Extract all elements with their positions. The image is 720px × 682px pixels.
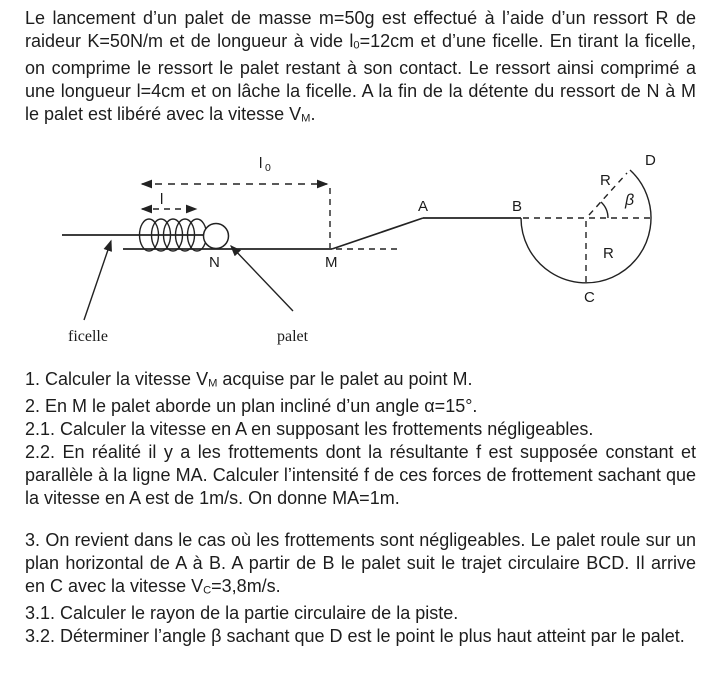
- label-point-n: N: [209, 254, 220, 271]
- label-point-m: M: [325, 254, 338, 271]
- beta-angle-arc: [601, 202, 608, 218]
- label-point-c: C: [584, 289, 595, 306]
- palet-circle: [204, 224, 229, 249]
- label-point-d: D: [645, 152, 656, 169]
- palet-pointer-arrow: [231, 246, 293, 311]
- label-radius-lower: R: [603, 245, 614, 262]
- intro-paragraph: Le lancement d’un palet de masse m=50g est effectué à l’aide d’un ressort R de raideur K=50N/m et de longueur à vide l0=12cm et d’une ficelle. En tirant la ficelle, on comprime le ressort le palet restant à son contact. Le ressort ainsi comprimé a une longueur l=4cm et on lâche la ficelle. A la fin de la détente du ressort de N à M le palet est libéré avec la vitesse VM.: [25, 8, 697, 125]
- incline-line: [332, 218, 423, 249]
- label-beta-angle: β: [625, 192, 635, 209]
- physics-diagram: [0, 145, 720, 360]
- ficelle-pointer-arrow: [84, 241, 111, 320]
- questions-part-2: [25, 529, 696, 648]
- question-3-1: 3.1. Calculer le rayon de la partie circulaire de la piste.: [25, 603, 459, 624]
- label-radius-upper: R: [600, 172, 611, 189]
- question-2: 2. En M le palet aborde un plan incliné d’un angle α=15°.: [25, 396, 478, 417]
- label-palet: palet: [277, 328, 309, 345]
- questions-part-1: [25, 368, 696, 510]
- label-point-a: A: [418, 198, 429, 215]
- question-1: 1. Calculer la vitesse VM acquise par le palet au point M.: [25, 369, 473, 390]
- label-point-b: B: [512, 198, 523, 215]
- question-3: 3. On revient dans le cas où les frottements sont négligeables. Le palet roule sur un plan horizontal de A à B. A partir de B le palet suit le trajet circulaire BCD. Il arrive en C avec la vitesse VC=3,8m/s.: [25, 530, 696, 597]
- question-2-2: 2.2. En réalité il y a les frottements dont la résultante f est supposée constant et parallèle à la ligne MA. Calculer l’intensité f de ces forces de frottement sachant que la vitesse en A est de 1m/s. On donne MA=1m.: [25, 442, 696, 509]
- label-ficelle: ficelle: [68, 328, 108, 345]
- question-2-1: 2.1. Calculer la vitesse en A en supposant les frottements négligeables.: [25, 419, 594, 440]
- label-l0-subscript: 0: [265, 162, 271, 174]
- label-l0: l: [259, 155, 263, 172]
- question-3-2: 3.2. Déterminer l’angle β sachant que D est le point le plus haut atteint par le palet.: [25, 626, 685, 647]
- label-l: l: [160, 191, 164, 208]
